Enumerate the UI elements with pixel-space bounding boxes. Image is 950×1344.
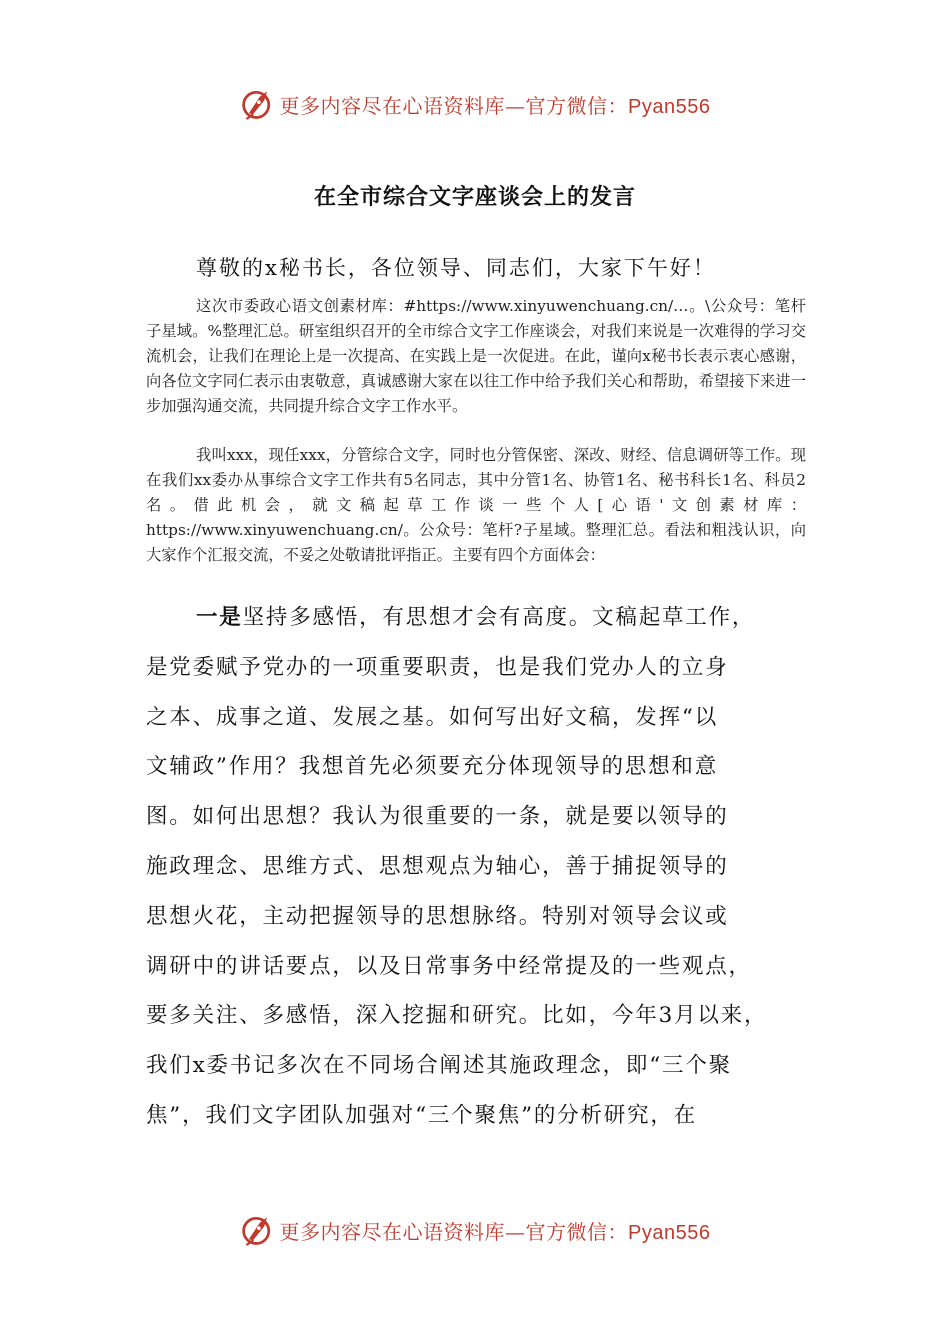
banner-wechat-id: Pyan556 bbox=[628, 1221, 711, 1244]
text-line: 我们x委书记多次在不同场合阐述其施政理念，即“三个聚 bbox=[146, 1053, 732, 1079]
document-title: 在全市综合文字座谈会上的发言 bbox=[313, 185, 636, 210]
self-intro-paragraph: 我叫xxx，现任xxx，分管综合文字，同时也分管保密、深改、财经、信息调研等工作。现在我们xx委办从事综合文字工作共有5名同志，其中分管1名、协管1名、秘书科长1名、科员2名。借此机会，就文稿起草工作谈一些个人[心语'文创素材库：https://www.xinyuwenchuang.cn/。公众号：笔杆?子星域。整理汇总。看法和粗浅认识，向大家作个汇报交流，不妥之处敬请批评指正。主要有四个方面体会： bbox=[146, 446, 806, 564]
footer-banner bbox=[0, 1210, 950, 1250]
footer-banner-text bbox=[280, 1216, 711, 1245]
text-line: 焦”，我们文字团队加强对“三个聚焦”的分析研究，在 bbox=[146, 1102, 697, 1128]
text-line: 之本、成事之道、发展之基。如何写出好文稿，发挥“以 bbox=[146, 704, 718, 730]
text-line: 要多关注、多感悟，深入挖掘和研究。比如，今年3月以来， bbox=[146, 1003, 768, 1029]
banner-wechat-id: Pyan556 bbox=[628, 95, 711, 118]
header-banner bbox=[0, 84, 950, 124]
section-one-body bbox=[146, 598, 836, 1146]
banner-main-text: 更多内容尽在心语资料库—官方微信： bbox=[279, 1219, 629, 1244]
text-line bbox=[146, 598, 836, 648]
pen-nib-logo-icon bbox=[240, 1212, 276, 1248]
text-line: 文辅政”作用？我想首先必须要充分体现领导的思想和意 bbox=[146, 754, 718, 780]
text-line: 思想火花，主动把握领导的思想脉络。特别对领导会议或 bbox=[146, 903, 729, 929]
text-line-content: 坚持多感悟，有思想才会有高度。文稿起草工作， bbox=[242, 605, 756, 630]
banner-main-text: 更多内容尽在心语资料库—官方微信： bbox=[279, 93, 629, 118]
section-lead: 一是 bbox=[196, 605, 243, 630]
intro-paragraph: 这次市委政心语文创素材库：#https://www.xinyuwenchuang.cn/…。\公众号：笔杆子星域。%整理汇总。研室组织召开的全市综合文字工作座谈会，对我们来说是一次难得的学习交流机会，让我们在理论上是一次提高、在实践上是一次促进。在此，谨向x秘书长表示衷心感谢，向各位文字同仁表示由衷敬意，真诚感谢大家在以往工作中给予我们关心和帮助，希望接下来进一步加强沟通交流，共同提升综合文字工作水平。 bbox=[146, 297, 806, 415]
header-banner-text bbox=[280, 90, 711, 119]
text-line: 是党委赋予党办的一项重要职责，也是我们党办人的立身 bbox=[146, 654, 729, 680]
greeting-line: 尊敬的x秘书长，各位领导、同志们，大家下午好！ bbox=[196, 256, 716, 280]
text-line: 调研中的讲话要点，以及日常事务中经常提及的一些观点， bbox=[146, 953, 752, 979]
pen-nib-logo-icon bbox=[240, 86, 276, 122]
text-line: 图。如何出思想？我认为很重要的一条，就是要以领导的 bbox=[146, 804, 729, 830]
text-line: 施政理念、思维方式、思想观点为轴心，善于捕捉领导的 bbox=[146, 853, 729, 879]
